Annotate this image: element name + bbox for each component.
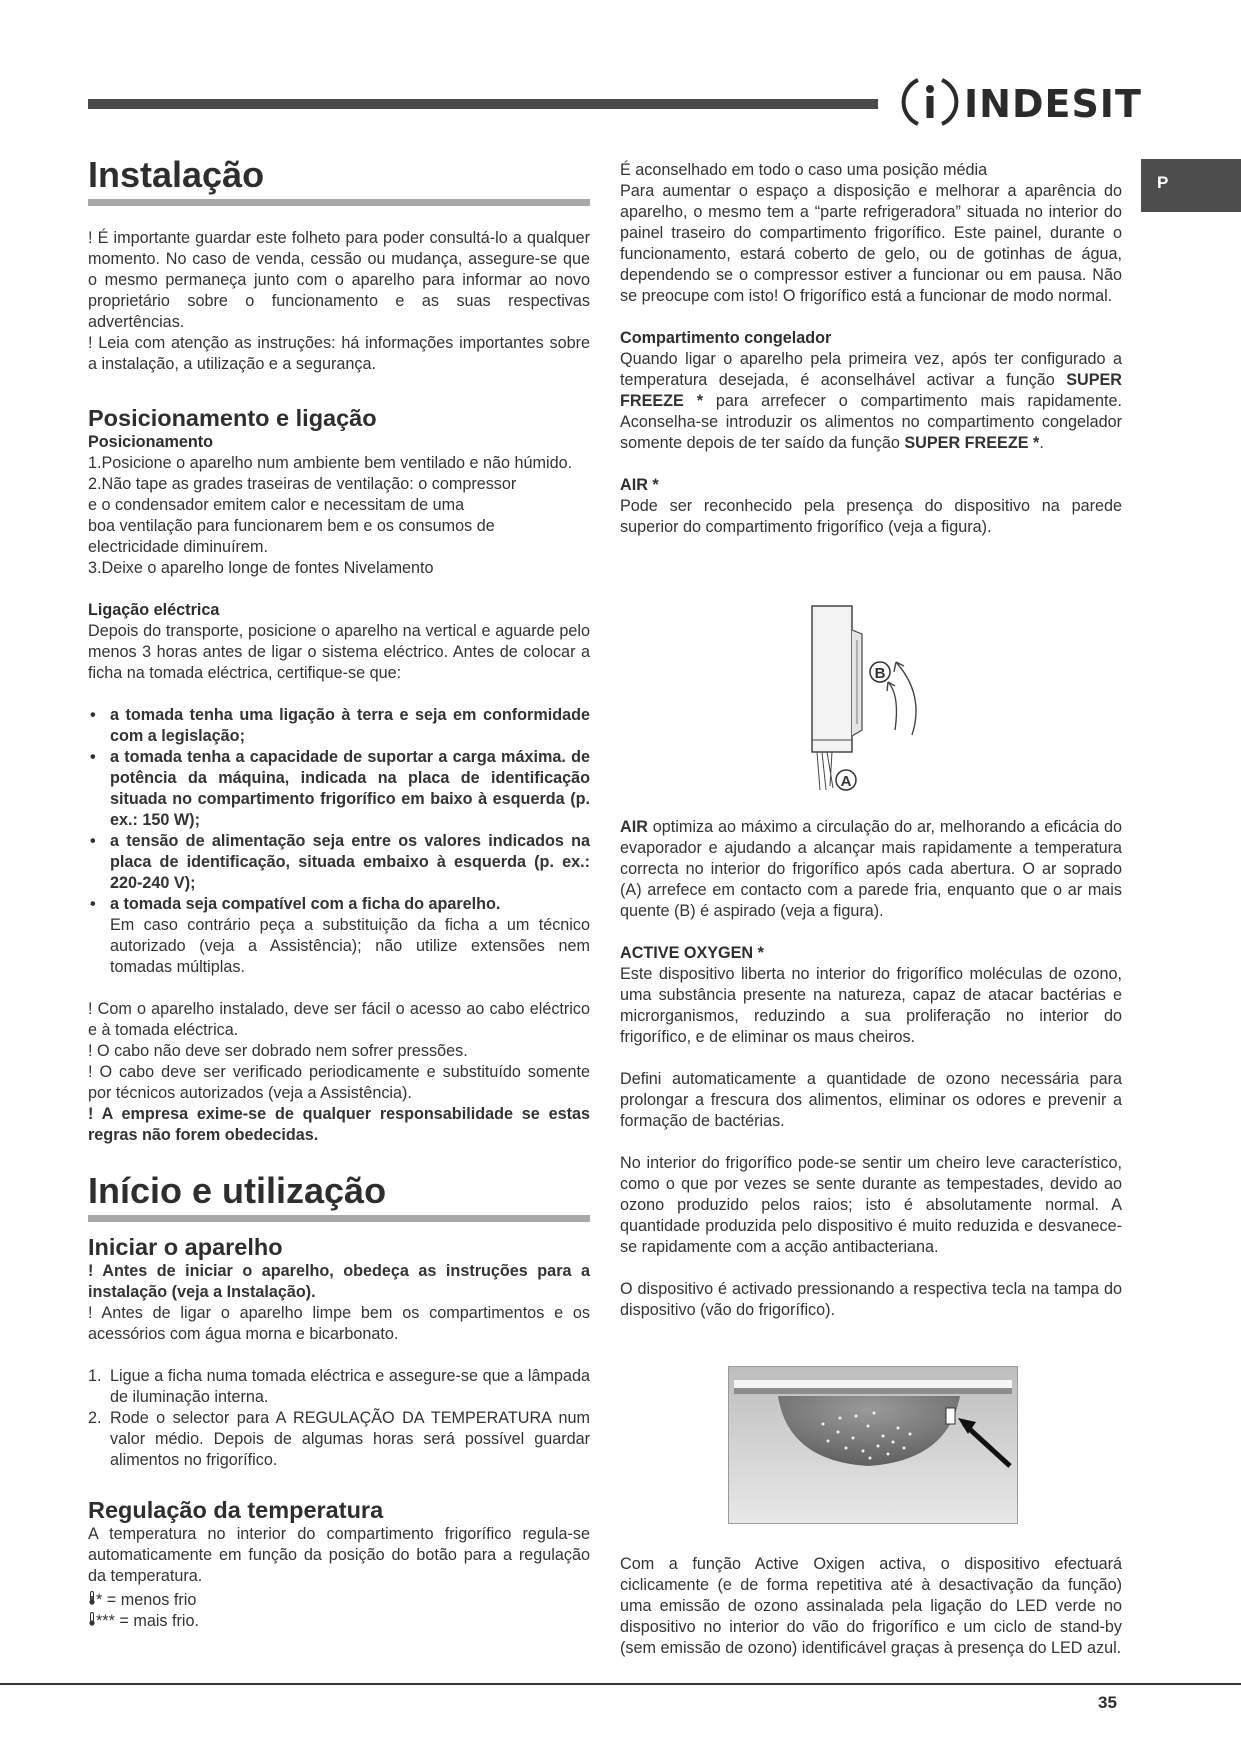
warning-text: ! O cabo deve ser verificado periodicamente e substituído somente por técnicos autorizados (veja a Assistência). bbox=[88, 1063, 590, 1102]
active-oxygen-device-photo bbox=[728, 1366, 1018, 1524]
list-item: • a tomada seja compatível com a ficha do aparelho. bbox=[88, 894, 590, 915]
warning-text: ! Com o aparelho instalado, deve ser fácil o acesso ao cabo eléctrico e à tomada eléctrica. bbox=[88, 1000, 590, 1039]
air-title: AIR * bbox=[620, 476, 659, 494]
start-title: Início e utilização bbox=[88, 1170, 387, 1211]
start-steps bbox=[88, 1366, 590, 1471]
list-item: 1. Ligue a ficha numa tomada eléctrica e assegure-se que a lâmpada de iluminação interna. bbox=[88, 1367, 590, 1406]
positioning-line: e o condensador emitem calor e necessitam de uma bbox=[88, 496, 465, 514]
right-column bbox=[620, 160, 1122, 538]
footer-rule bbox=[0, 1683, 1241, 1685]
fig-label-b: B bbox=[874, 665, 886, 682]
fig-label-a: A bbox=[840, 773, 852, 790]
install-warning: ! Leia com atenção as instruções: há informações importantes sobre a instalação, a utilização e a segurança. bbox=[88, 334, 590, 373]
positioning-line: electricidade diminuírem. bbox=[88, 538, 268, 556]
oxygen-paragraph: Este dispositivo liberta no interior do frigorífico moléculas de ozono, uma substância presente na natureza, capaz de atacar bactérias e microrganismos, reduzindo a sua proliferação no interior do frigorífico, e de eliminar os maus cheiros. bbox=[620, 965, 1122, 1046]
space-paragraph: Para aumentar o espaço a disposição e melhorar a aparência do aparelho, o mesmo tem a “parte refrigeradora” situada no interior do painel traseiro do compartimento frigorífico. Este painel, durante o funcionamento, estará coberto de gelo, ou de gotinhas de água, dependendo se o compressor estiver a funcionar ou em pausa. Não se preocupe com isto! O frigorífico está a funcionar de modo normal. bbox=[620, 182, 1122, 305]
air-device-figure bbox=[800, 600, 940, 800]
electrical-checklist bbox=[88, 705, 590, 978]
list-item-continuation: Em caso contrário peça a substituição da ficha a um técnico autorizado (veja a Assistência); não utilize extensões nem tomadas múltiplas. bbox=[110, 916, 590, 976]
language-tab: P bbox=[1141, 159, 1241, 212]
temperature-paragraph: A temperatura no interior do compartimento frigorífico regula-se automaticamente em função da posição do botão para a regulação da temperatura. bbox=[88, 1525, 590, 1585]
right-column-lower bbox=[620, 817, 1122, 1321]
positioning-subtitle: Posicionamento bbox=[88, 433, 214, 451]
brand-name: INDESIT bbox=[964, 82, 1142, 126]
indesit-logo bbox=[900, 74, 1142, 130]
list-item: • a tomada tenha a capacidade de suportar a carga máxima. de potência da máquina, indicada na placa de identificação situada no compartimento frigorífico em baixo à esquerda (p. ex.: 150 W); bbox=[88, 747, 590, 831]
start-subtitle: Iniciar o aparelho bbox=[88, 1234, 283, 1260]
warning-text-bold: ! A empresa exime-se de qualquer responsabilidade se estas regras não forem obedecidas. bbox=[88, 1105, 590, 1144]
brand-mark-icon bbox=[900, 74, 960, 130]
start-heading bbox=[88, 1171, 590, 1222]
list-item: • a tomada tenha uma ligação à terra e seja em conformidade com a legislação; bbox=[88, 705, 590, 747]
temperature-title: Regulação da temperatura bbox=[88, 1497, 384, 1523]
freezer-title: Compartimento congelador bbox=[620, 329, 832, 347]
oxygen-paragraph: O dispositivo é activado pressionando a respectiva tecla na tampa do dispositivo (vão do frigorífico). bbox=[620, 1280, 1122, 1319]
positioning-title: Posicionamento e ligação bbox=[88, 405, 377, 431]
page-number: 35 bbox=[1098, 1693, 1117, 1712]
freezer-paragraph: Quando ligar o aparelho pela primeira vez, após ter configurado a temperatura desejada, é aconselhável activar a função SUPER FREEZE * para arrefecer o compartimento mais rapidamente. Aconselha-se introduzir os alimentos no compartimento congelador somente depois de ter saído da função SUPER FREEZE *. bbox=[620, 350, 1123, 452]
position-note: É aconselhado em todo o caso uma posição média bbox=[620, 161, 988, 179]
list-item: 2. Rode o selector para A REGULAÇÃO DA TEMPERATURA num valor médio. Depois de algumas horas será possível guardar alimentos no frigorífico. bbox=[88, 1409, 590, 1469]
right-column-bottom bbox=[620, 1554, 1122, 1659]
install-paragraph: ! É importante guardar este folheto para poder consultá-lo a qualquer momento. No caso de venda, cessão ou mudança, assegure-se que o mesmo permaneça junto com o aparelho para informar ao novo proprietário sobre o funcionamento e as suas respectivas advertências. bbox=[88, 229, 590, 331]
positioning-line: 1.Posicione o aparelho num ambiente bem ventilado e não húmido. bbox=[88, 454, 573, 472]
header-rule bbox=[88, 99, 878, 109]
left-column bbox=[88, 155, 590, 1632]
air-paragraph: Pode ser reconhecido pela presença do dispositivo na parede superior do compartimento frigorífico (veja a figura). bbox=[620, 497, 1122, 536]
install-heading bbox=[88, 155, 590, 206]
air-effect-paragraph: AIR optimiza ao máximo a circulação do ar, melhorando a eficácia do evaporador e ajudando a alcançar mais rapidamente a temperatura correcta no interior do frigorífico após cada abertura. O ar soprado (A) arrefece em contacto com a parede fria, enquanto que o ar mais quente (B) é aspirado (veja a figura). bbox=[620, 818, 1122, 920]
thermometer-icon bbox=[88, 1591, 96, 1605]
electrical-subtitle: Ligação eléctrica bbox=[88, 601, 220, 619]
electrical-paragraph: Depois do transporte, posicione o aparelho na vertical e aguarde pelo menos 3 horas antes de ligar o sistema eléctrico. Antes de colocar a ficha na tomada eléctrica, certifique-se que: bbox=[88, 622, 590, 682]
list-item: • a tensão de alimentação seja entre os valores indicados na placa de identificação, situada embaixo à esquerda (p. ex.: 220-240 V); bbox=[88, 831, 590, 894]
install-title: Instalação bbox=[88, 154, 265, 195]
oxygen-paragraph: Defini automaticamente a quantidade de ozono necessária para prolongar a frescura dos alimentos, eliminar os odores e prevenir a formação de bactérias. bbox=[620, 1070, 1122, 1130]
positioning-line: 3.Deixe o aparelho longe de fontes Nivelamento bbox=[88, 559, 434, 577]
oxygen-title: ACTIVE OXYGEN * bbox=[620, 944, 764, 962]
temperature-more-cold: *** = mais frio. bbox=[88, 1611, 590, 1632]
start-paragraph: ! Antes de ligar o aparelho limpe bem os compartimentos e os acessórios com água morna e bicarbonato. bbox=[88, 1304, 590, 1343]
temperature-less-cold: * = menos frio bbox=[88, 1590, 590, 1611]
positioning-line: boa ventilação para funcionarem bem e os consumos de bbox=[88, 517, 495, 535]
warning-text: ! O cabo não deve ser dobrado nem sofrer pressões. bbox=[88, 1042, 468, 1060]
positioning-line: 2.Não tape as grades traseiras de ventilação: o compressor bbox=[88, 475, 517, 493]
thermometer-icon bbox=[88, 1612, 96, 1626]
start-warning: ! Antes de iniciar o aparelho, obedeça as instruções para a instalação (veja a Instalação). bbox=[88, 1262, 590, 1301]
oxygen-paragraph: No interior do frigorífico pode-se sentir um cheiro leve característico, como o que por vezes se sente durante as tempestades, devido ao ozono produzido pelos raios; isto é absolutamente normal. A quantidade produzida pelo dispositivo é muito reduzida e desvanece-se rapidamente com a acção antibacteriana. bbox=[620, 1154, 1122, 1256]
oxygen-led-paragraph: Com a função Active Oxigen activa, o dispositivo efectuará ciclicamente (e de forma repetitiva até à desactivação da função) uma emissão de ozono assinalada pela ligação do LED verde no dispositivo no interior do vão do frigorífico e um ciclo de stand-by (sem emissão de ozono) identificável graças à presença do LED azul. bbox=[620, 1555, 1122, 1657]
